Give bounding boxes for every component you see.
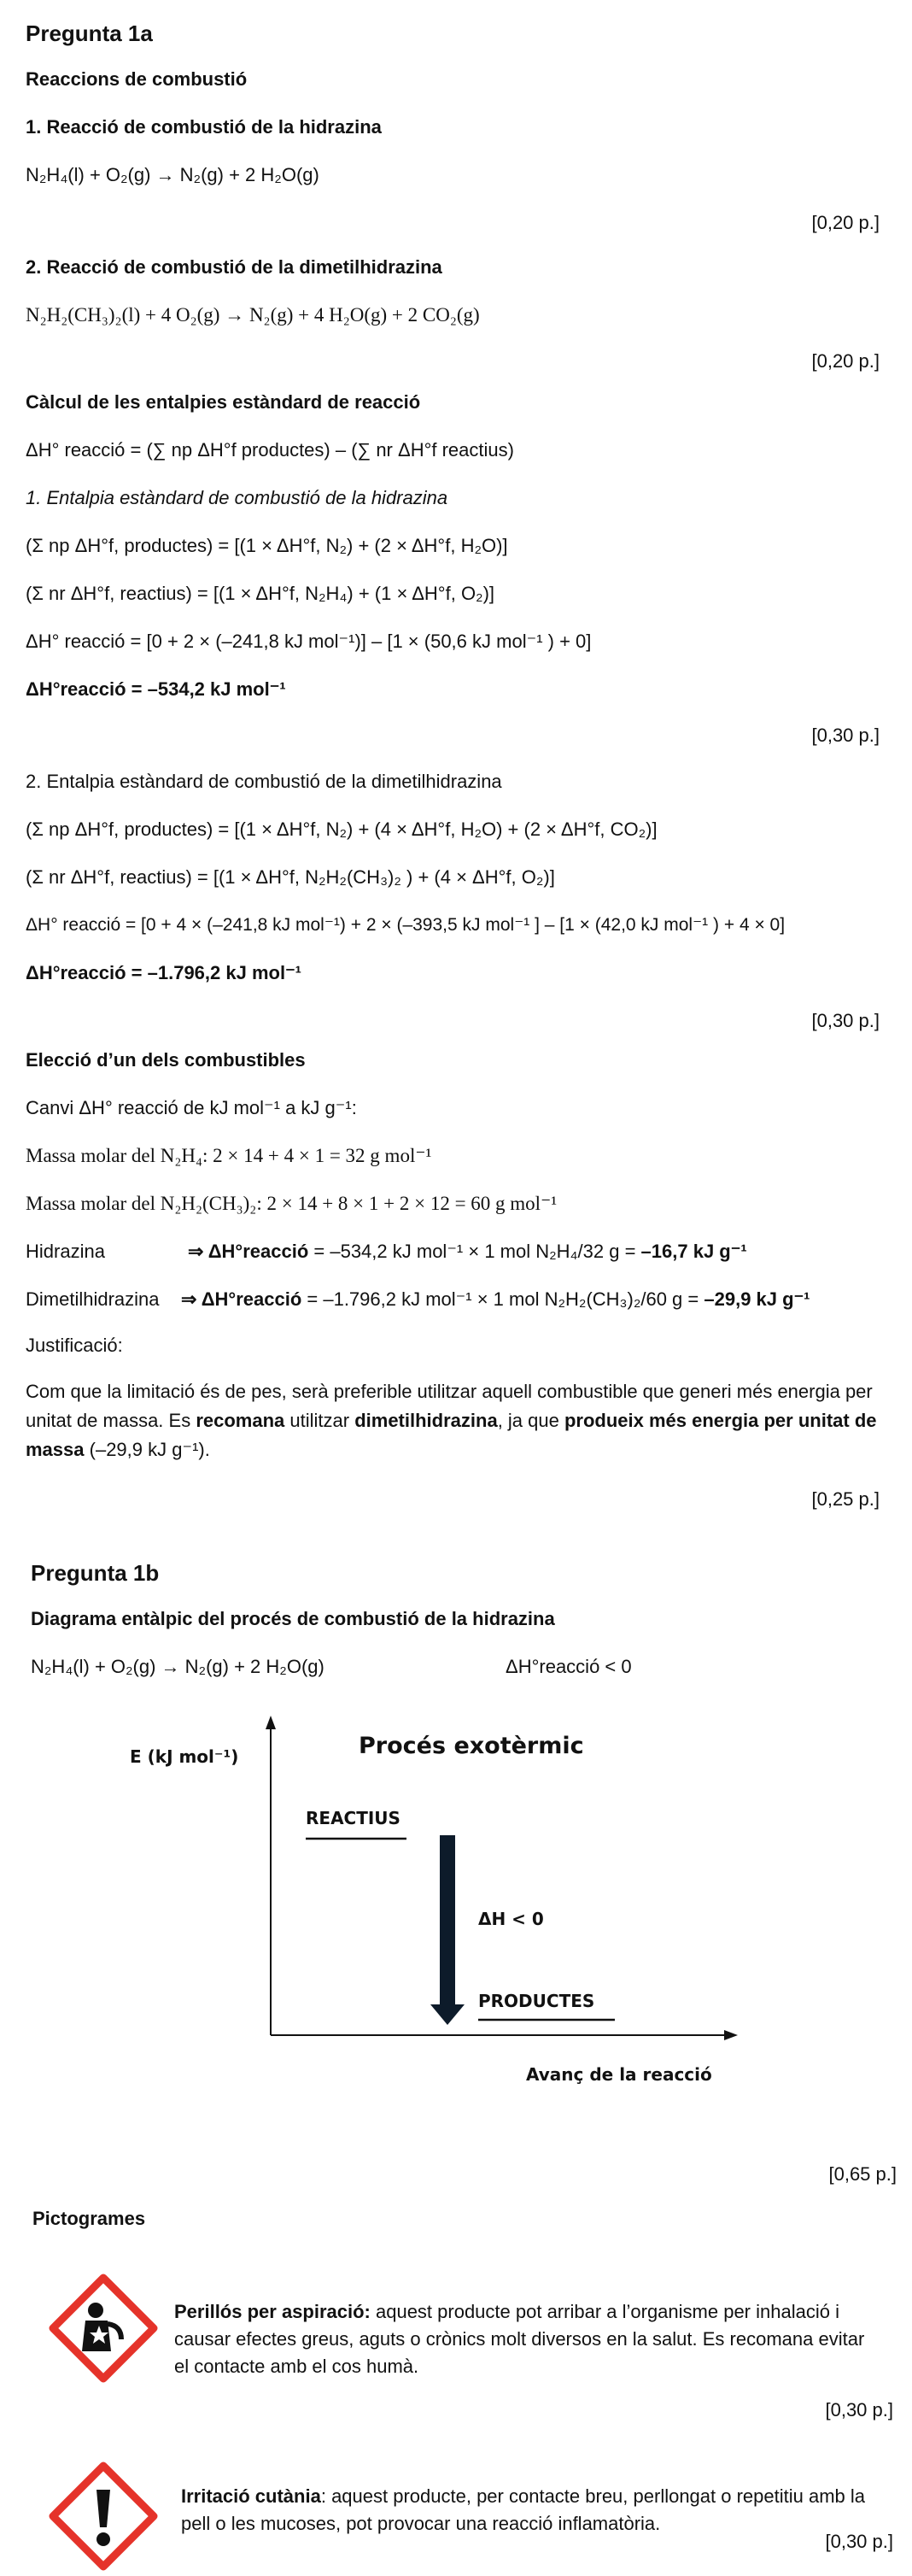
diagram-heading: Diagrama entàlpic del procés de combustió de la hidrazina — [31, 1608, 555, 1629]
enthalpy2-result: ΔH°reacció = –1.796,2 kJ mol⁻¹ — [26, 962, 302, 983]
pictograms-heading: Pictogrames — [32, 2208, 146, 2229]
dimethylhydrazine-calc-result: –29,9 kJ g⁻¹ — [704, 1288, 810, 1310]
calc-heading: Càlcul de les entalpies estàndard de reacció — [26, 391, 421, 413]
pictogram2-description: : aquest producte, per contacte breu, perllongat o repetitiu amb la pell o les mucoses, pot provocar una reacció inflamatòria. — [181, 2485, 866, 2534]
health-hazard-icon — [48, 2273, 159, 2384]
enthalpy2-line2: (Σ nr ΔH°f, reactius) = [(1 × ΔH°f, N₂H₂(CH₃)₂ ) + (4 × ΔH°f, O₂)] — [26, 866, 555, 888]
choice-line1: Canvi ΔH° reacció de kJ mol⁻¹ a kJ g⁻¹: — [26, 1097, 357, 1118]
q1a-title: Pregunta 1a — [26, 21, 153, 46]
y-axis-arrowhead — [266, 1716, 276, 1729]
enthalpy1-line2: (Σ nr ΔH°f, reactius) = [(1 × ΔH°f, N₂H₄) + (1 × ΔH°f, O₂)] — [26, 583, 495, 604]
reaction1-score: [0,20 p.] — [811, 212, 880, 233]
hydrazine-calc — [188, 1241, 747, 1263]
pictogram2-text — [181, 2483, 890, 2538]
reaction1-heading: 1. Reacció de combustió de la hidrazina — [26, 116, 382, 138]
reaction2-equation: N₂H₂(CH₃)₂(l) + 4 O₂(g) → N₂(g) + 4 H₂O(g) + 2 CO₂(g) — [26, 304, 480, 326]
enthalpy1-line3: ΔH° reacció = [0 + 2 × (–241,8 kJ mol⁻¹)] – [1 × (50,6 kJ mol⁻¹ ) + 0] — [26, 631, 592, 652]
reaction1-equation: N₂H₄(l) + O₂(g) → N₂(g) + 2 H₂O(g) — [26, 164, 319, 185]
reaction2-heading: 2. Reacció de combustió de la dimetilhidrazina — [26, 256, 442, 278]
hydrazine-calc-expr: = –534,2 kJ mol⁻¹ × 1 mol N₂H₄/32 g = — [308, 1241, 641, 1262]
diagram-x-axis-label: Avanç de la reacció — [526, 2064, 712, 2085]
justification-reason: produeix més energia per unitat de massa — [26, 1410, 877, 1460]
products-label: PRODUCTES — [478, 1991, 595, 2011]
enthalpy-diagram — [0, 1692, 912, 2102]
dimethylhydrazine-calc-dh: ⇒ ΔH°reacció — [181, 1288, 302, 1310]
diagram-equation: N₂H₄(l) + O₂(g) → N₂(g) + 2 H₂O(g) — [31, 1656, 324, 1677]
diagram-score: [0,65 p.] — [828, 2163, 897, 2185]
justification-part: , ja que — [497, 1410, 564, 1431]
pictogram2-score: [0,30 p.] — [825, 2531, 893, 2552]
justification-part: utilitzar — [284, 1410, 355, 1431]
hydrazine-calc-result: –16,7 kJ g⁻¹ — [640, 1241, 747, 1262]
justification-part: Com que la limitació és de pes, serà preferible utilitzar aquell combustible que generi més energia per unitat de massa. Es — [26, 1381, 873, 1431]
dimethylhydrazine-calc-expr: = –1.796,2 kJ mol⁻¹ × 1 mol N₂H₂(CH₃)₂/60 g = — [301, 1288, 704, 1310]
reactants-label: REACTIUS — [306, 1808, 400, 1828]
enthalpy-arrow-shaft — [440, 1835, 455, 2006]
justification-fuel: dimetilhidrazina — [354, 1410, 498, 1431]
enthalpy2-line1: (Σ np ΔH°f, productes) = [(1 × ΔH°f, N₂) + (4 × ΔH°f, H₂O) + (2 × ΔH°f, CO₂)] — [26, 819, 658, 840]
diagram-title: Procés exotèrmic — [359, 1733, 584, 1759]
molar-mass-dimethylhydrazine: Massa molar del N₂H₂(CH₃)₂: 2 × 14 + 8 × 1 + 2 × 12 = 60 g mol⁻¹ — [26, 1193, 558, 1214]
x-axis-arrowhead — [724, 2030, 738, 2040]
dimethylhydrazine-calc — [181, 1288, 810, 1311]
enthalpy2-score: [0,30 p.] — [811, 1010, 880, 1031]
enthalpy-arrow-head — [430, 2004, 465, 2025]
pictogram1-score: [0,30 p.] — [825, 2399, 893, 2421]
enthalpy2-line3: ΔH° reacció = [0 + 4 × (–241,8 kJ mol⁻¹) + 2 × (–393,5 kJ mol⁻¹ ] – [1 × (42,0 kJ mol⁻¹ ) + 4 × 0] — [26, 915, 786, 935]
justification-recommend: recomana — [196, 1410, 285, 1431]
pictogram2-title: Irritació cutània — [181, 2485, 321, 2507]
justification-text — [26, 1377, 880, 1464]
pictogram1-text — [174, 2298, 883, 2380]
enthalpy1-line1: (Σ np ΔH°f, productes) = [(1 × ΔH°f, N₂) + (2 × ΔH°f, H₂O)] — [26, 535, 508, 556]
enthalpy2-heading: 2. Entalpia estàndard de combustió de la dimetilhidrazina — [26, 771, 502, 792]
reaction2-score: [0,20 p.] — [811, 350, 880, 372]
pictogram1-description: aquest producte pot arribar a l’organisme per inhalació i causar efectes greus, aguts o crònics molt diversos en la salut. Es recomana evitar el contacte amb el cos humà. — [174, 2301, 865, 2377]
diagram-equation-dh: ΔH°reacció < 0 — [506, 1656, 632, 1677]
justification-part: (–29,9 kJ g⁻¹). — [84, 1439, 210, 1460]
combustion-heading: Reaccions de combustió — [26, 68, 248, 90]
calc-formula: ΔH° reacció = (∑ np ΔH°f productes) – (∑ nr ΔH°f reactius) — [26, 439, 514, 461]
hydrazine-calc-dh: ⇒ ΔH°reacció — [188, 1241, 309, 1262]
delta-h-label: ΔH < 0 — [478, 1909, 544, 1929]
justification-label: Justificació: — [26, 1335, 123, 1356]
q1b-title: Pregunta 1b — [31, 1560, 160, 1586]
molar-mass-hydrazine: Massa molar del N₂H₄: 2 × 14 + 4 × 1 = 32 g mol⁻¹ — [26, 1145, 432, 1166]
choice-score: [0,25 p.] — [811, 1488, 880, 1510]
enthalpy1-result: ΔH°reacció = –534,2 kJ mol⁻¹ — [26, 678, 286, 700]
dimethylhydrazine-label: Dimetilhidrazina — [26, 1288, 160, 1310]
choice-heading: Elecció d’un dels combustibles — [26, 1049, 306, 1071]
pictogram1-title: Perillós per aspiració: — [174, 2301, 371, 2322]
enthalpy1-score: [0,30 p.] — [811, 725, 880, 746]
hydrazine-label: Hidrazina — [26, 1241, 105, 1262]
exclamation-mark-icon — [48, 2461, 159, 2572]
diagram-y-axis-label: E (kJ mol⁻¹) — [130, 1746, 239, 1767]
enthalpy1-heading: 1. Entalpia estàndard de combustió de la hidrazina — [26, 487, 448, 508]
